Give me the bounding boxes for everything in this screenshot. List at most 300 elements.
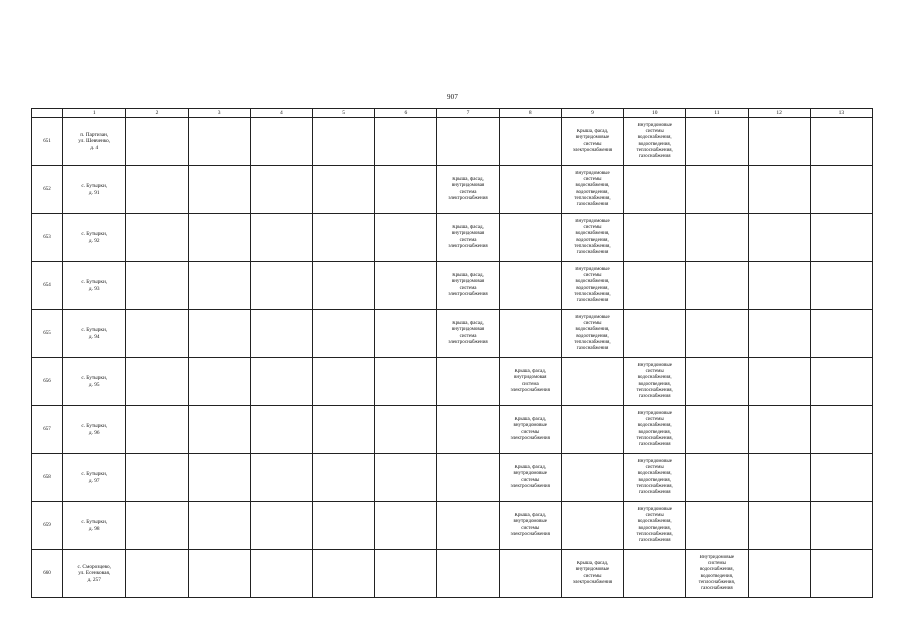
address-line: с. Бутырки,: [81, 471, 108, 478]
column-9-cell: [561, 406, 623, 454]
column-6-cell: [375, 262, 437, 310]
work-description-line: системы: [583, 321, 602, 327]
work-description-line: внутридомовая: [451, 183, 485, 189]
header-cell: 12: [748, 109, 810, 118]
work-description-line: внутридомовая: [451, 279, 485, 285]
column-3-cell: [188, 166, 250, 214]
work-description-line: внутридомовые: [575, 567, 610, 573]
column-7-cell: [437, 358, 499, 406]
work-description-line: системы: [583, 225, 602, 231]
work-description-line: водоотведения,: [576, 333, 609, 339]
work-description-line: системы: [645, 129, 664, 135]
column-7-cell: [437, 214, 499, 262]
column-2-cell: [126, 214, 188, 262]
column-12-cell: [748, 454, 810, 502]
header-cell: 8: [499, 109, 561, 118]
column-11-cell: [686, 310, 748, 358]
column-8-cell: [499, 118, 561, 166]
column-3-cell: [188, 406, 250, 454]
work-description: [624, 363, 685, 400]
column-4-cell: [250, 118, 312, 166]
row-number: 653: [32, 214, 63, 262]
column-10-cell: [624, 502, 686, 550]
column-8-cell: [499, 550, 561, 598]
work-description-line: системы: [583, 177, 602, 183]
column-11-cell: [686, 550, 748, 598]
work-description-line: Внутридомовые: [699, 555, 735, 561]
column-6-cell: [375, 166, 437, 214]
work-description-line: водоотведения,: [576, 285, 609, 291]
table-row: [32, 454, 873, 502]
column-10-cell: [624, 454, 686, 502]
column-2-cell: [126, 406, 188, 454]
column-7-cell: [437, 118, 499, 166]
work-description-line: водоснабжения,: [575, 327, 610, 333]
work-description-line: водоотведения,: [700, 573, 734, 579]
work-description-line: внутридомовые: [513, 423, 547, 429]
column-9-cell: [561, 358, 623, 406]
column-10-cell: [624, 166, 686, 214]
column-12-cell: [748, 166, 810, 214]
work-description-line: система: [459, 237, 477, 243]
column-13-cell: [810, 310, 872, 358]
column-8-cell: [499, 262, 561, 310]
work-description-line: водоотведения,: [638, 429, 671, 435]
work-description-line: Внутридомовые: [575, 315, 610, 321]
work-description-line: газоснабжения: [638, 153, 671, 159]
column-11-cell: [686, 358, 748, 406]
work-description-line: системы: [645, 465, 664, 471]
column-11-cell: [686, 166, 748, 214]
column-11-cell: [686, 454, 748, 502]
column-7-cell: [437, 550, 499, 598]
column-9-cell: [561, 166, 623, 214]
header-cell: 10: [624, 109, 686, 118]
column-3-cell: [188, 502, 250, 550]
work-description-line: газоснабжения: [576, 201, 609, 207]
table-row: [32, 118, 873, 166]
column-12-cell: [748, 214, 810, 262]
column-13-cell: [810, 214, 872, 262]
work-description-line: Внутридомовые: [637, 123, 672, 129]
work-description-line: теплоснабжения,: [636, 147, 673, 153]
column-11-cell: [686, 118, 748, 166]
column-8-cell: [499, 358, 561, 406]
work-description-line: электроснабжения: [448, 291, 488, 297]
address-cell: [63, 406, 126, 454]
work-description-line: внутридомовые: [513, 519, 547, 525]
work-description-line: газоснабжения: [576, 297, 609, 303]
column-5-cell: [312, 214, 374, 262]
work-description-line: Крыша, фасад,: [514, 465, 547, 471]
work-description-line: Внутридомовые: [637, 459, 672, 465]
work-description-line: Крыша, фасад,: [452, 225, 484, 231]
column-5-cell: [312, 550, 374, 598]
work-description-line: электроснабжения: [510, 531, 550, 537]
table-row: [32, 262, 873, 310]
column-6-cell: [375, 118, 437, 166]
column-3-cell: [188, 118, 250, 166]
column-9-cell: [561, 118, 623, 166]
work-description-line: внутридомовая: [451, 327, 485, 333]
address-line: д. 98: [88, 525, 100, 532]
column-13-cell: [810, 262, 872, 310]
work-description-line: теплоснабжения,: [698, 579, 736, 585]
column-7-cell: [437, 502, 499, 550]
address-line: ул. Есенковая,: [78, 570, 111, 577]
work-description-line: системы: [645, 369, 664, 375]
work-description-line: водоотведения,: [638, 477, 671, 483]
column-3-cell: [188, 358, 250, 406]
column-12-cell: [748, 310, 810, 358]
column-5-cell: [312, 262, 374, 310]
column-10-cell: [624, 118, 686, 166]
column-12-cell: [748, 358, 810, 406]
work-description: [624, 459, 685, 496]
column-10-cell: [624, 214, 686, 262]
header-cell: 1: [63, 109, 126, 118]
column-8-cell: [499, 406, 561, 454]
column-4-cell: [250, 358, 312, 406]
work-description: [624, 411, 685, 448]
work-description-line: система: [459, 189, 477, 195]
address-cell: [63, 502, 126, 550]
work-description-line: электроснабжения: [510, 387, 550, 393]
header-cell: 11: [686, 109, 748, 118]
address-line: д. 97: [88, 477, 100, 484]
column-2-cell: [126, 358, 188, 406]
column-4-cell: [250, 454, 312, 502]
work-description-line: внутридомовая: [514, 375, 547, 381]
work-description-line: теплоснабжения,: [636, 531, 673, 537]
column-5-cell: [312, 166, 374, 214]
column-12-cell: [748, 502, 810, 550]
column-13-cell: [810, 166, 872, 214]
address-line: с. Бутырки,: [81, 519, 108, 526]
column-9-cell: [561, 454, 623, 502]
work-description-line: газоснабжения: [576, 345, 609, 351]
row-number: 656: [32, 358, 63, 406]
column-7-cell: [437, 406, 499, 454]
work-description-line: водоснабжения,: [575, 279, 610, 285]
column-7-cell: [437, 454, 499, 502]
work-description-line: газоснабжения: [638, 537, 671, 543]
work-description-line: теплоснабжения,: [574, 195, 611, 201]
work-description-line: водоснабжения,: [637, 471, 672, 477]
work-description-line: Внутридомовые: [637, 363, 672, 369]
column-11-cell: [686, 262, 748, 310]
work-description: [686, 555, 747, 592]
work-description-line: электроснабжения: [448, 339, 488, 345]
column-12-cell: [748, 406, 810, 454]
table-row: [32, 166, 873, 214]
row-number: 651: [32, 118, 63, 166]
row-number: 659: [32, 502, 63, 550]
work-description-line: электроснабжения: [448, 195, 488, 201]
work-description-line: системы: [521, 525, 540, 531]
address-cell: [63, 550, 126, 598]
column-10-cell: [624, 262, 686, 310]
column-5-cell: [312, 406, 374, 454]
work-description-line: водоотведения,: [576, 189, 609, 195]
column-8-cell: [499, 454, 561, 502]
header-cell: 5: [312, 109, 374, 118]
address-cell: [63, 118, 126, 166]
header-cell: 9: [561, 109, 623, 118]
work-description-line: система: [459, 285, 477, 291]
column-8-cell: [499, 166, 561, 214]
row-number: 655: [32, 310, 63, 358]
column-6-cell: [375, 310, 437, 358]
column-10-cell: [624, 550, 686, 598]
work-description-line: системы: [645, 417, 664, 423]
address-line: с. Бутырки,: [81, 279, 108, 286]
work-description-line: внутридомовая: [451, 231, 485, 237]
column-2-cell: [126, 262, 188, 310]
work-description-line: Крыша, фасад,: [452, 177, 484, 183]
work-description: [437, 225, 498, 249]
column-7-cell: [437, 262, 499, 310]
work-description-line: теплоснабжения,: [574, 339, 611, 345]
column-11-cell: [686, 214, 748, 262]
column-8-cell: [499, 310, 561, 358]
table-row: [32, 406, 873, 454]
work-description: [562, 267, 623, 304]
work-description-line: теплоснабжения,: [636, 435, 673, 441]
column-13-cell: [810, 454, 872, 502]
work-description-line: водоотведения,: [638, 525, 671, 531]
work-description-line: внутридомовые: [513, 471, 547, 477]
row-number: 652: [32, 166, 63, 214]
address-line: д. 94: [88, 333, 100, 340]
address-cell: [63, 454, 126, 502]
work-description-line: газоснабжения: [638, 489, 671, 495]
work-description-line: водоснабжения,: [637, 423, 672, 429]
header-cell: 6: [375, 109, 437, 118]
work-description-line: системы: [583, 141, 602, 147]
work-description: [500, 465, 561, 489]
column-12-cell: [748, 262, 810, 310]
column-13-cell: [810, 502, 872, 550]
column-4-cell: [250, 214, 312, 262]
table-row: [32, 358, 873, 406]
column-9-cell: [561, 550, 623, 598]
column-3-cell: [188, 262, 250, 310]
column-12-cell: [748, 550, 810, 598]
address-line: д. 93: [88, 285, 100, 292]
row-number: 660: [32, 550, 63, 598]
column-13-cell: [810, 406, 872, 454]
row-number: 658: [32, 454, 63, 502]
work-description-line: системы: [707, 561, 726, 567]
address-line: с. Бутырки,: [81, 231, 108, 238]
work-description-line: теплоснабжения,: [574, 291, 611, 297]
work-description-line: водоснабжения,: [637, 135, 672, 141]
column-11-cell: [686, 406, 748, 454]
work-description-line: электроснабжения: [572, 147, 613, 153]
column-2-cell: [126, 502, 188, 550]
column-5-cell: [312, 358, 374, 406]
column-13-cell: [810, 358, 872, 406]
work-description: [500, 369, 561, 393]
work-description-line: газоснабжения: [701, 585, 733, 591]
column-13-cell: [810, 118, 872, 166]
column-5-cell: [312, 502, 374, 550]
address-cell: [63, 310, 126, 358]
repair-schedule-table: [31, 108, 873, 598]
row-number: 654: [32, 262, 63, 310]
column-2-cell: [126, 118, 188, 166]
address-cell: [63, 214, 126, 262]
column-6-cell: [375, 454, 437, 502]
column-4-cell: [250, 550, 312, 598]
work-description: [437, 273, 498, 297]
page-number: 907: [446, 93, 459, 101]
work-description: [562, 315, 623, 352]
work-description-line: водоотведения,: [638, 141, 671, 147]
column-2-cell: [126, 310, 188, 358]
address-line: д. 96: [88, 429, 100, 436]
work-description: [624, 123, 685, 160]
work-description-line: Внутридомовые: [575, 267, 610, 273]
work-description-line: системы: [645, 513, 664, 519]
column-4-cell: [250, 310, 312, 358]
address-line: д. 257: [87, 576, 101, 583]
address-line: п. Партизан,: [80, 132, 109, 139]
column-4-cell: [250, 262, 312, 310]
work-description-line: Крыша, фасад,: [576, 129, 609, 135]
work-description-line: Внутридомовые: [575, 219, 610, 225]
work-description-line: Крыша, фасад,: [576, 561, 609, 567]
column-9-cell: [561, 214, 623, 262]
work-description-line: система: [459, 333, 477, 339]
header-cell: 7: [437, 109, 499, 118]
column-4-cell: [250, 166, 312, 214]
column-8-cell: [499, 214, 561, 262]
address-line: д. 4: [90, 144, 99, 151]
work-description: [562, 561, 623, 585]
work-description-line: системы: [521, 429, 540, 435]
work-description-line: газоснабжения: [638, 393, 671, 399]
work-description-line: водоснабжения,: [575, 183, 610, 189]
column-12-cell: [748, 118, 810, 166]
address-line: ул. Шевченко,: [78, 138, 111, 145]
work-description: [500, 417, 561, 441]
table-row: [32, 550, 873, 598]
address-cell: [63, 358, 126, 406]
address-line: с. Бутырки,: [81, 327, 108, 334]
column-2-cell: [126, 454, 188, 502]
address-line: с. Бутырки,: [81, 375, 108, 382]
column-5-cell: [312, 118, 374, 166]
column-4-cell: [250, 502, 312, 550]
work-description-line: водоснабжения,: [637, 375, 672, 381]
address-line: с. Сморозцево,: [77, 564, 111, 571]
work-description-line: электроснабжения: [572, 579, 613, 585]
work-description: [624, 507, 685, 544]
work-description-line: Внутридомовые: [575, 171, 610, 177]
work-description-line: система: [521, 381, 539, 387]
work-description-line: Внутридомовые: [637, 411, 672, 417]
address-cell: [63, 262, 126, 310]
address-cell: [63, 166, 126, 214]
column-7-cell: [437, 310, 499, 358]
column-3-cell: [188, 310, 250, 358]
column-6-cell: [375, 406, 437, 454]
column-6-cell: [375, 358, 437, 406]
work-description-line: системы: [583, 273, 602, 279]
work-description-line: системы: [521, 477, 540, 483]
work-description-line: электроснабжения: [510, 483, 550, 489]
column-2-cell: [126, 166, 188, 214]
header-cell: 13: [810, 109, 872, 118]
work-description: [500, 513, 561, 537]
column-8-cell: [499, 502, 561, 550]
column-13-cell: [810, 550, 872, 598]
work-description-line: Крыша, фасад,: [514, 513, 547, 519]
column-4-cell: [250, 406, 312, 454]
work-description-line: теплоснабжения,: [574, 243, 611, 249]
header-row: [32, 109, 873, 118]
work-description-line: системы: [583, 573, 602, 579]
column-7-cell: [437, 166, 499, 214]
column-9-cell: [561, 310, 623, 358]
work-description-line: электроснабжения: [448, 243, 488, 249]
work-description: [562, 219, 623, 256]
column-3-cell: [188, 550, 250, 598]
work-description-line: водоотведения,: [638, 381, 671, 387]
work-description-line: Крыша, фасад,: [452, 321, 484, 327]
column-5-cell: [312, 310, 374, 358]
work-description: [437, 177, 498, 201]
header-cell: 3: [188, 109, 250, 118]
column-3-cell: [188, 454, 250, 502]
address-line: д. 92: [88, 237, 100, 244]
column-5-cell: [312, 454, 374, 502]
address-line: с. Бутырки,: [81, 423, 108, 430]
address-line: д. 95: [88, 381, 100, 388]
column-9-cell: [561, 262, 623, 310]
work-description-line: газоснабжения: [638, 441, 671, 447]
work-description-line: водоснабжения,: [637, 519, 672, 525]
work-description-line: внутридомовые: [575, 135, 610, 141]
table-body: [32, 118, 873, 598]
column-10-cell: [624, 310, 686, 358]
work-description: [437, 321, 498, 345]
table-row: [32, 502, 873, 550]
work-description-line: Крыша, фасад,: [452, 273, 484, 279]
work-description-line: водоснабжения,: [575, 231, 610, 237]
table-row: [32, 214, 873, 262]
row-number: 657: [32, 406, 63, 454]
work-description-line: электроснабжения: [510, 435, 550, 441]
work-description-line: водоснабжения,: [699, 567, 734, 573]
column-6-cell: [375, 550, 437, 598]
work-description: [562, 129, 623, 153]
column-11-cell: [686, 502, 748, 550]
header-cell: 4: [250, 109, 312, 118]
work-description-line: Крыша, фасад,: [514, 417, 547, 423]
column-6-cell: [375, 502, 437, 550]
work-description-line: газоснабжения: [576, 249, 609, 255]
address-line: с. Бутырки,: [81, 183, 108, 190]
work-description-line: Внутридомовые: [637, 507, 672, 513]
work-description-line: теплоснабжения,: [636, 387, 673, 393]
header-cell-blank: [32, 109, 63, 118]
work-description-line: теплоснабжения,: [636, 483, 673, 489]
work-description-line: водоотведения,: [576, 237, 609, 243]
column-10-cell: [624, 358, 686, 406]
